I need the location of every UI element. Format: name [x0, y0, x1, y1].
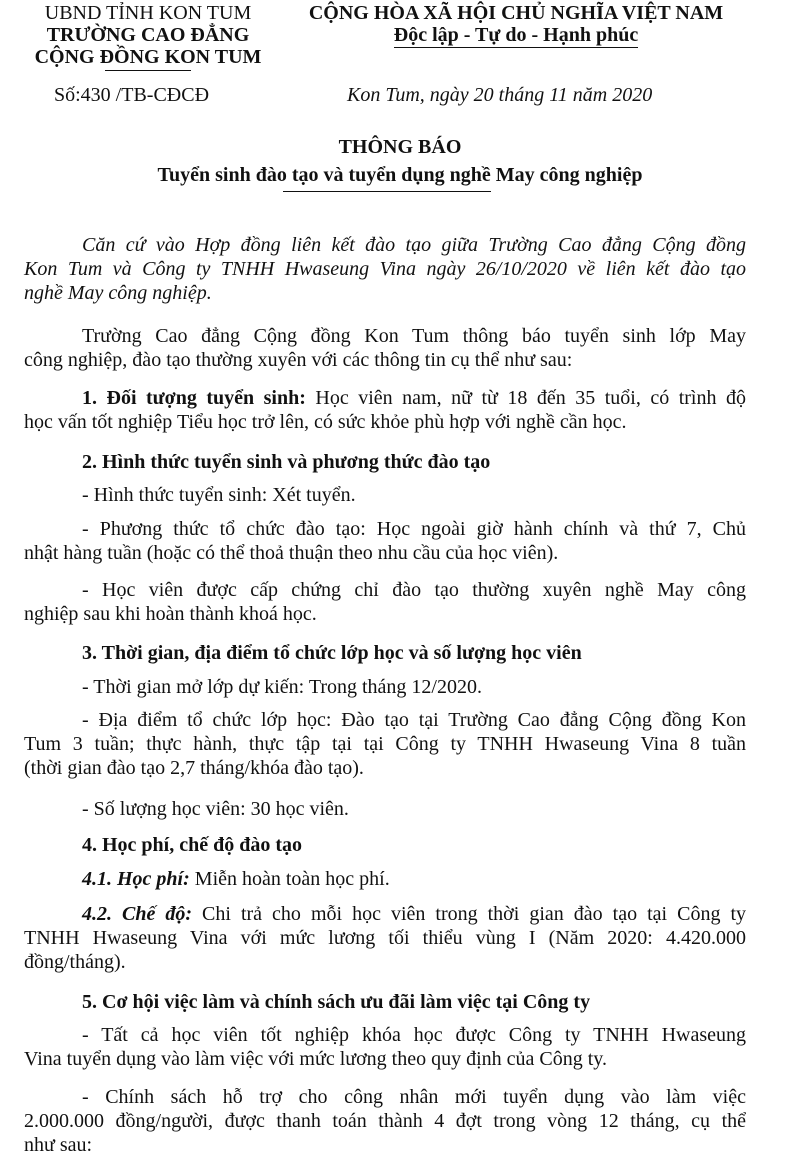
section-4-1: 4.1. Học phí: Miễn hoàn toàn học phí. [82, 868, 390, 890]
issuer-name-line2: CỘNG ĐỒNG KON TUM [34, 46, 262, 68]
national-motto: Độc lập - Tự do - Hạnh phúc [393, 24, 639, 46]
country-name: CỘNG HÒA XÃ HỘI CHỦ NGHĨA VIỆT NAM [308, 2, 724, 24]
section-4-2: 4.2. Chế độ: Chi trả cho mỗi học viên trong thời gian đào tạo tại Công ty TNHH Hwaseung Vina với mức lương tối thiểu vùng I (Năm 2020: 4.420.000 đồng/tháng). [24, 903, 747, 973]
section-3-item-1: - Thời gian mở lớp dự kiến: Trong tháng 12/2020. [82, 676, 482, 698]
place-and-date: Kon Tum, ngày 20 tháng 11 năm 2020 [347, 84, 653, 106]
section-1: 1. Đối tượng tuyển sinh: Học viên nam, nữ từ 18 đến 35 tuổi, có trình độ học vấn tốt nghiệp Tiểu học trở lên, có sức khỏe phù hợp với nghề cần học. [24, 387, 746, 433]
issuer-parent: UBND TỈNH KON TUM [44, 2, 252, 24]
document-number: Số:430 /TB-CĐCĐ [54, 84, 210, 106]
section-2-item-2: - Phương thức tổ chức đào tạo: Học ngoài giờ hành chính và thứ 7, Chủ nhật hàng tuần (hoặc có thể thoả thuận theo nhu cầu của học viên). [24, 518, 746, 564]
title-underline [283, 191, 491, 192]
issuer-name-line1: TRƯỜNG CAO ĐẲNG [46, 24, 250, 46]
section-5-heading: 5. Cơ hội việc làm và chính sách ưu đãi làm việc tại Công ty [82, 991, 591, 1013]
section-3-heading: 3. Thời gian, địa điểm tổ chức lớp học và số lượng học viên [82, 642, 582, 664]
section-2-item-3: - Học viên được cấp chứng chỉ đào tạo thường xuyên nghề May công nghiệp sau khi hoàn thành khoá học. [24, 579, 746, 625]
section-2-heading: 2. Hình thức tuyển sinh và phương thức đào tạo [82, 451, 491, 473]
section-4-1-label: 4.1. Học phí: [82, 868, 190, 890]
section-4-heading: 4. Học phí, chế độ đào tạo [82, 834, 303, 856]
section-2-item-1: - Hình thức tuyển sinh: Xét tuyển. [82, 484, 356, 506]
document-subtitle: Tuyển sinh đào tạo và tuyển dụng nghề May công nghiệp [157, 164, 643, 186]
paragraph-legal-basis: Căn cứ vào Hợp đồng liên kết đào tạo giữa Trường Cao đẳng Cộng đồng Kon Tum và Công ty TNHH Hwaseung Vina ngày 26/10/2020 về liên kết đào tạo nghề May công nghiệp. [24, 234, 746, 304]
document-title: THÔNG BÁO [338, 136, 462, 158]
section-5-item-1: - Tất cả học viên tốt nghiệp khóa học được Công ty TNHH Hwaseung Vina tuyển dụng vào làm việc với mức lương theo quy định của Công ty. [24, 1024, 746, 1070]
issuer-block [14, 2, 282, 86]
national-header [290, 2, 742, 48]
section-5-item-2: - Chính sách hỗ trợ cho công nhân mới tuyển dụng vào làm việc 2.000.000 đồng/người, được thanh toán thành 4 đợt trong vòng 12 tháng, cụ thể như sau: [24, 1086, 746, 1156]
section-3-item-2: - Địa điểm tổ chức lớp học: Đào tạo tại Trường Cao đẳng Cộng đồng Kon Tum 3 tuần; thực hành, thực tập tại tại Công ty TNHH Hwaseung Vina 8 tuần (thời gian đào tạo 2,7 tháng/khóa đào tạo). [24, 709, 746, 779]
section-3-item-3: - Số lượng học viên: 30 học viên. [82, 798, 349, 820]
paragraph-announcement: Trường Cao đẳng Cộng đồng Kon Tum thông báo tuyển sinh lớp May công nghiệp, đào tạo thường xuyên với các thông tin cụ thể như sau: [24, 325, 746, 371]
issuer-underline [105, 70, 191, 71]
section-4-2-label: 4.2. Chế độ: [82, 903, 193, 925]
section-1-heading: 1. Đối tượng tuyển sinh: [82, 387, 306, 409]
